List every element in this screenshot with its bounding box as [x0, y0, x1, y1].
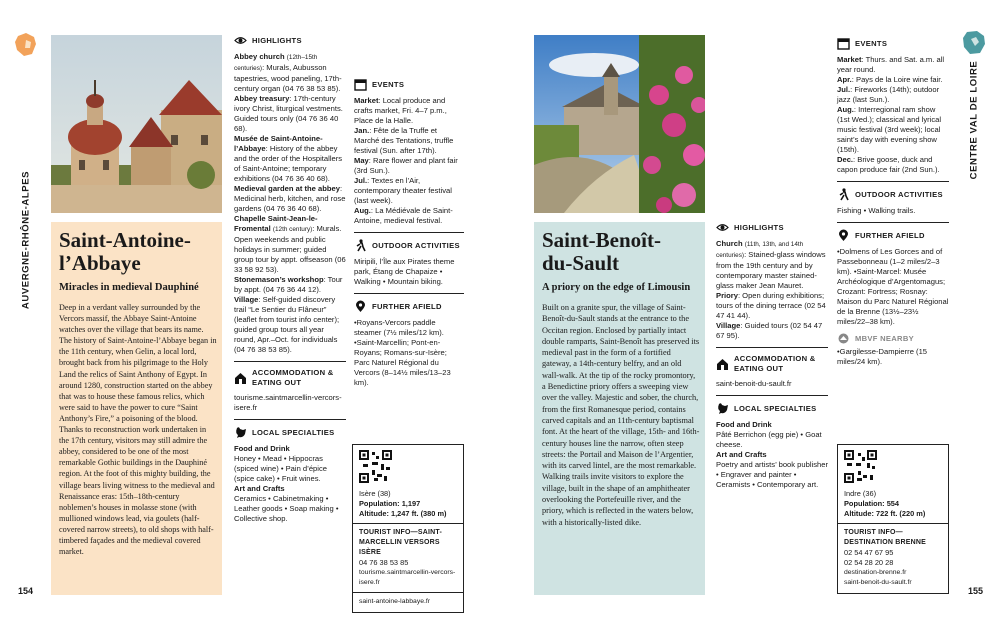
article-body: Built on a granite spur, the village of Saint-Benoît-du-Sault stands at the entrance to the Occitan region. Enclosed by partially intact double ramparts, Saint-Benoît has preserved its medieval past in the form of a fortified gateway, a 14th-century belfry, and an old wall-walk. At the tip of the rocky promontory, a Benedictine priory offers a sweeping view over the valley. Majestic and sober, the church, from the first Romanesque period, contains carved capitals and an 11th-century baptismal font. At the heart of the village, 15th- and 16th-century houses line the narrow, often steep streets: the Portail and Maison de l’Argentier, with its carved lintel, are the most remarkable. Walking trails invite visitors to explore the village, built in the shape of an amphitheater overlooking the Portefeuille river, and the priory, which is reflected in the waters below, with a historically-listed dike. — [542, 303, 700, 527]
title-line: Saint-Benoît- — [542, 228, 662, 252]
item-label: Aug. — [354, 206, 371, 215]
item-text: : La Médiévale de Saint-Antoine, medieval festival. — [354, 206, 453, 225]
heading-text: EVENTS — [855, 38, 888, 48]
divider — [716, 347, 828, 348]
map-pin-icon — [837, 229, 850, 242]
village-logo-icon — [837, 332, 850, 345]
tourist-office: TOURIST INFO—DESTINATION BRENNE — [844, 529, 927, 546]
item-phone: (06 33 58 92 53). — [234, 255, 346, 274]
crafts-heading: Art and Crafts — [716, 450, 767, 459]
website-link[interactable]: destination-brenne.fr — [844, 569, 907, 576]
event-item — [837, 105, 949, 155]
event-item — [354, 156, 464, 176]
item-text: : Local produce and crafts market, Fri. 4–7 p.m., Place de la Halle. — [354, 96, 447, 125]
heading-text: ACCOMMODATION & EATING OUT — [252, 368, 334, 387]
outdoor-text: Fishing • Walking trails. — [837, 206, 916, 215]
item-text: : 17th-century ivory Christ, liturgical vestments. Guided tours only — [234, 94, 343, 123]
item-text: : Stained-glass windows from the 19th century and by contemporary master stained-glass maker Jean Mauret. — [716, 250, 826, 290]
highlights-section — [234, 34, 346, 524]
item-text: : Medicinal herb, kitchen, and rose gardens — [234, 184, 346, 213]
accommodation-heading — [716, 354, 828, 374]
highlights-heading — [234, 34, 346, 47]
item-text: : Guided tours (02 54 47 67 95). — [716, 321, 823, 340]
heading-text: ACCOMMODATION & EATING OUT — [734, 354, 816, 373]
page-title — [542, 229, 700, 275]
divider — [837, 181, 949, 182]
subtitle: A priory on the edge of Limousin — [542, 282, 691, 293]
divider — [234, 419, 346, 420]
accommodation-link[interactable]: saint-benoit-du-sault.fr — [716, 379, 792, 388]
highlight-item — [716, 239, 828, 291]
item-label: Jan. — [354, 126, 370, 135]
heading-text: OUTDOOR ACTIVITIES — [372, 240, 460, 250]
item-label: Apr. — [837, 75, 852, 84]
article — [59, 229, 217, 557]
abbey-photo — [51, 35, 222, 213]
divider — [716, 395, 828, 396]
eye-icon — [716, 221, 729, 234]
outdoor-heading — [837, 188, 949, 201]
heading-text: LOCAL SPECIALTIES — [252, 427, 335, 437]
heading-text: FURTHER AFIELD — [855, 230, 925, 240]
right-page — [500, 0, 1000, 621]
event-item — [837, 55, 949, 75]
item-label: Dec. — [837, 155, 854, 164]
item-name: Abbey church — [234, 52, 285, 61]
highlight-item — [234, 184, 346, 214]
website-link[interactable]: saint-benoit-du-sault.fr — [844, 579, 912, 586]
event-item — [837, 75, 949, 85]
divider — [354, 232, 464, 233]
phone: 02 54 28 20 28 — [844, 558, 894, 567]
website-link[interactable]: saint-antoine-labbaye.fr — [359, 598, 431, 605]
item-note: (12th–15th centuries) — [234, 54, 318, 72]
region-map-icon — [14, 32, 38, 58]
website-link[interactable]: tourisme.saintmarcellin-vercors-isere.fr — [359, 569, 456, 586]
heading-text: FURTHER AFIELD — [372, 301, 442, 311]
item-name: Stonemason’s workshop — [234, 275, 324, 284]
calendar-icon — [354, 78, 367, 91]
crafts-text: Poetry and artists’ book publisher • Engraver and painter • Ceramists • Contemporary art. — [716, 460, 828, 489]
qr-code-icon[interactable] — [844, 450, 877, 483]
nearby-heading — [837, 332, 949, 345]
item-label: Aug. — [837, 105, 854, 114]
item-text: : History of the abbey and the order of the Hospitallers of Saint-Antoine; temporary exhibitions — [234, 144, 343, 183]
house-icon — [716, 358, 729, 371]
events-section — [837, 37, 949, 367]
page-title — [59, 229, 217, 275]
highlight-item — [716, 321, 828, 341]
article — [542, 229, 700, 528]
events-section — [354, 78, 464, 388]
item-text: : Pays de la Loire wine fair. — [851, 75, 943, 84]
highlights-heading — [716, 221, 828, 234]
highlight-item — [234, 94, 346, 134]
event-item — [354, 126, 464, 156]
subtitle: Miracles in medieval Dauphiné — [59, 282, 199, 293]
accommodation-heading — [234, 368, 346, 388]
item-text: : Rare flower and plant fair (3rd Sun.). — [354, 156, 458, 175]
item-text: : Brive goose, duck and capon produce fair (2nd Sun.). — [837, 155, 940, 174]
heading-text: HIGHLIGHTS — [252, 35, 302, 45]
specialties-heading — [716, 402, 828, 415]
priory-photo — [534, 35, 705, 213]
event-item — [354, 206, 464, 226]
hiker-icon — [837, 188, 850, 201]
divider — [234, 361, 346, 362]
house-icon — [234, 372, 247, 385]
nearby-text: •Gargilesse-Dampierre (15 miles/24 km). — [837, 347, 928, 366]
crafts-heading: Art and Crafts — [234, 484, 285, 493]
highlight-item — [234, 52, 346, 94]
altitude: Altitude: 1,247 ft. (380 m) — [359, 509, 447, 518]
title-line: Saint-Antoine- — [59, 228, 191, 252]
item-label: Market — [354, 96, 379, 105]
crafts-text: Ceramics • Cabinetmaking • Leather goods • Soap making • Collective shop. — [234, 494, 339, 523]
heading-text: MBVF NEARBY — [855, 333, 914, 343]
item-text: : Fête de la Truffe et Marché des Tentations, truffle festival (Sun. after 17th). — [354, 126, 454, 155]
rooster-icon — [234, 426, 247, 439]
heading-text: EVENTS — [372, 79, 405, 89]
title-line: l’Abbaye — [59, 251, 141, 275]
item-phone: (04 76 36 40 68). — [234, 114, 339, 133]
info-box — [352, 444, 464, 613]
event-item — [354, 176, 464, 206]
highlights-list — [716, 239, 828, 341]
eye-icon — [234, 34, 247, 47]
population: Population: 554 — [844, 499, 900, 508]
highlight-item — [234, 275, 346, 295]
item-name: Village — [234, 295, 259, 304]
events-list — [837, 55, 949, 175]
highlight-item — [234, 214, 346, 275]
event-item — [837, 85, 949, 105]
page-number: 154 — [18, 586, 34, 596]
item-text: : Murals. Open weekends and public holidays in summer; guided group tour by appt. offseason — [234, 224, 342, 264]
highlights-list — [234, 52, 346, 355]
outdoor-heading — [354, 239, 464, 252]
region-map-icon — [961, 30, 987, 56]
region-label: CENTRE VAL DE LOIRE — [968, 60, 980, 180]
population: Population: 1,197 — [359, 499, 421, 508]
item-text: : Murals, Aubusson tapestries, wood paneling, 17th-century organ — [234, 63, 342, 93]
info-box — [837, 444, 949, 594]
afield-heading — [837, 229, 949, 242]
item-name: Village — [716, 321, 741, 330]
item-label: Jul. — [354, 176, 368, 185]
item-label: May — [354, 156, 369, 165]
region-label: AUVERGNE-RHÔNE-ALPES — [20, 170, 32, 310]
event-item — [837, 155, 949, 175]
tourist-office: TOURIST INFO—SAINT-MARCELLIN VERSORS ISÈRE — [359, 529, 443, 556]
item-text: : Thurs. and Sat. a.m. all year round. — [837, 55, 945, 74]
item-label: Jul. — [837, 85, 851, 94]
afield-text: •Royans-Vercors paddle steamer (7½ miles/12 km). •Saint-Marcellin; Pont-en-Royans; Romans-sur-Isère; Parc Naturel Régional du Vercors (8–14½ miles/13–23 km). — [354, 318, 451, 387]
events-heading — [354, 78, 464, 91]
food-heading: Food and Drink — [716, 420, 772, 429]
calendar-icon — [837, 37, 850, 50]
qr-code-icon[interactable] — [359, 450, 392, 483]
event-item — [354, 96, 464, 126]
heading-text: HIGHLIGHTS — [734, 222, 784, 232]
item-phone: (04 76 36 40 68). — [272, 174, 330, 183]
highlight-item — [234, 134, 346, 184]
item-name: Abbey treasury — [234, 94, 290, 103]
highlights-section — [716, 221, 828, 490]
department: Indre (36) — [844, 489, 877, 498]
food-heading: Food and Drink — [234, 444, 290, 453]
item-name: Church — [716, 239, 743, 248]
hiker-icon — [354, 239, 367, 252]
title-line: du-Sault — [542, 251, 620, 275]
phone: 02 54 47 67 95 — [844, 548, 894, 557]
accommodation-link[interactable]: tourisme.saintmarcellin-vercors-isere.fr — [234, 393, 342, 412]
map-pin-icon — [354, 300, 367, 313]
page-number: 155 — [968, 586, 984, 596]
afield-heading — [354, 300, 464, 313]
events-heading — [837, 37, 949, 50]
article-body: Deep in a verdant valley surrounded by the Vercors massif, the Abbaye Saint-Antoine watches over the village that bears its name. The history of Saint-Antoine-l’Abbaye began in the 11th century, when Gelin, a local lord, brought back from his pilgrimage to the Holy Land the relics of Saint Anthony of Egypt. In around 1280, construction started on the abbey that was to house these famous relics, which were said to have the power to cure “Saint Anthony’s Fire,” a poisoning of the blood. Thanks to reconstruction work undertaken in the 17th century, visitors may still admire the abbey, considered to be one of the most remarkable Gothic buildings in the Dauphiné region. At the foot of this mighty building, the village bears living witness to the medieval and Renaissance eras: 15th–18th-century noblemen’s houses in molasse stone (with mullioned windows lead, via goulets (half-covered narrow streets), to old shops with half-timbered façades and the medieval covered market. — [59, 303, 217, 557]
afield-text: •Dolmens of Les Gorces and of Passebonneau (1–2 miles/2–3 km). •Saint-Marcel: Musée Archéologique d’Argentomagus; Crozant: Fortress; Rosnay: Maison du Parc Naturel Régional de la Brenne (13½–23½ miles/22–38 km). — [837, 247, 949, 326]
phone: 04 76 38 53 85 — [359, 558, 409, 567]
item-text: : Tour by appt. — [234, 275, 343, 294]
item-phone: (04 76 36 40 68). — [263, 204, 322, 213]
item-text: : Textes en l’Air, contemporary theater festival (last week). — [354, 176, 452, 205]
heading-text: LOCAL SPECIALTIES — [734, 403, 817, 413]
altitude: Altitude: 722 ft. (220 m) — [844, 509, 926, 518]
item-text: : Fireworks (14th); outdoor jazz (last Sun.). — [837, 85, 940, 104]
item-name: Priory — [716, 291, 738, 300]
item-text: : Self-guided discovery trail “Le Sentier du Flâneur” (leaflet from tourist info center); guided group tours all year round, Apr.–Oct. for individuals — [234, 295, 340, 344]
item-name: Musée de Saint-Antoine-l’Abbaye — [234, 134, 323, 153]
heading-text: OUTDOOR ACTIVITIES — [855, 189, 943, 199]
rooster-icon — [716, 402, 729, 415]
outdoor-text: Miripili, l’Île aux Pirates theme park, Étang de Chapaize • Walking • Mountain biking. — [354, 257, 455, 286]
item-label: Market — [837, 55, 862, 64]
department: Isère (38) — [359, 489, 391, 498]
item-phone: (04 76 38 53 85). — [282, 84, 341, 93]
item-note: (11th, 13th, and 14th centuries) — [716, 241, 804, 259]
events-list — [354, 96, 464, 226]
item-name: Medieval garden at the abbey — [234, 184, 340, 193]
item-text: : Open during exhibitions; tours of the dining terrace (02 54 47 41 44). — [716, 291, 826, 320]
food-text: Honey • Mead • Hippocras (spiced wine) • Pain d’épice (spice cake) • Fruit wines. — [234, 454, 327, 483]
item-note: (12th century) — [272, 226, 313, 233]
highlight-item — [716, 291, 828, 321]
highlight-item — [234, 295, 346, 355]
divider — [354, 293, 464, 294]
specialties-heading — [234, 426, 346, 439]
divider — [837, 222, 949, 223]
item-text: : Interregional ram show (1st Wed.); classical and lyrical music festival (3rd week); local saint’s day with evening show (15th). — [837, 105, 942, 154]
item-phone: (04 76 38 53 85). — [234, 345, 292, 354]
item-phone: (04 76 36 44 12). — [263, 285, 321, 294]
item-name: Chapelle Saint-Jean-le-Fromental — [234, 214, 318, 233]
food-text: Pâté Berrichon (egg pie) • Goat cheese. — [716, 430, 822, 449]
